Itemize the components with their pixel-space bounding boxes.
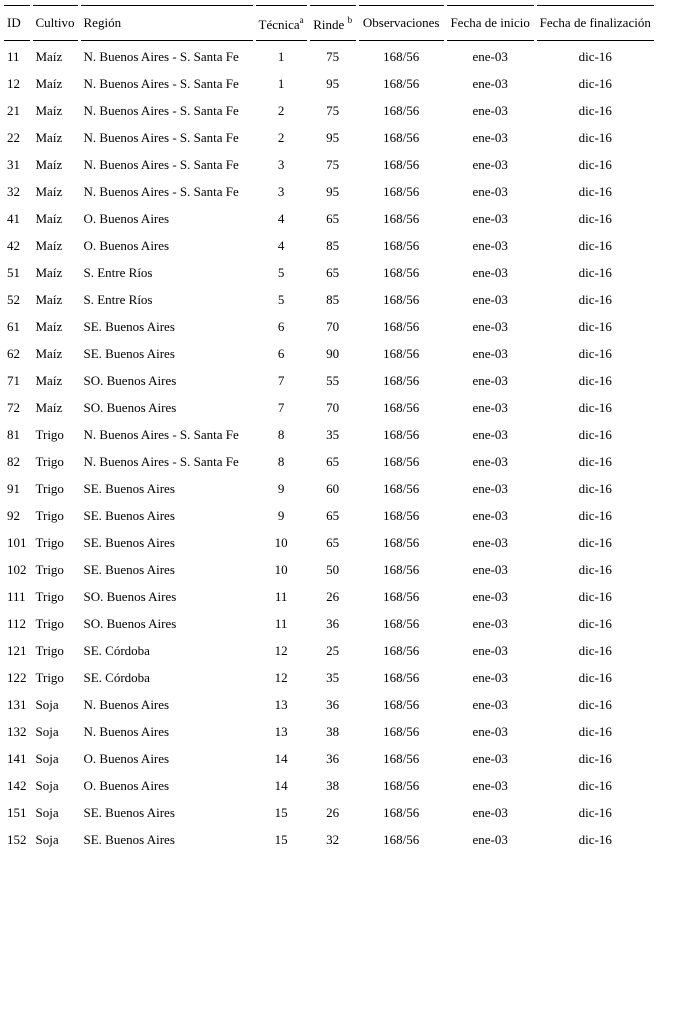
cell-fecha-inicio: ene-03 bbox=[472, 777, 508, 793]
cell-region: SE. Buenos Aires bbox=[83, 831, 175, 847]
cell-region: SE. Córdoba bbox=[83, 669, 150, 685]
cell-region: N. Buenos Aires bbox=[83, 696, 170, 712]
cell-rinde: 36 bbox=[326, 750, 340, 766]
cell-cultivo: Maíz bbox=[35, 399, 63, 415]
cell-observaciones: 168/56 bbox=[383, 777, 420, 793]
header-fecha-fin: Fecha de finalización bbox=[537, 5, 654, 41]
cell-fecha-inicio: ene-03 bbox=[472, 534, 508, 550]
cell-fecha-inicio: ene-03 bbox=[472, 804, 508, 820]
header-tecnica bbox=[256, 5, 307, 41]
cell-cultivo: Trigo bbox=[35, 453, 64, 469]
cell-cultivo: Trigo bbox=[35, 507, 64, 523]
cell-tecnica: 8 bbox=[277, 453, 285, 469]
cell-cultivo: Trigo bbox=[35, 561, 64, 577]
cell-fecha-fin: dic-16 bbox=[578, 372, 612, 388]
table-row bbox=[4, 826, 654, 853]
table-row bbox=[4, 313, 654, 340]
cell-fecha-inicio: ene-03 bbox=[472, 183, 508, 199]
table-body bbox=[4, 41, 654, 853]
cell-tecnica: 9 bbox=[277, 507, 285, 523]
cell-observaciones: 168/56 bbox=[383, 183, 420, 199]
cell-fecha-fin: dic-16 bbox=[578, 399, 612, 415]
cell-id: 151 bbox=[7, 804, 27, 820]
cell-id: 71 bbox=[7, 372, 20, 388]
cell-id: 12 bbox=[7, 75, 20, 91]
cell-id: 22 bbox=[7, 129, 20, 145]
cell-rinde: 90 bbox=[326, 345, 340, 361]
cell-fecha-inicio: ene-03 bbox=[472, 399, 508, 415]
cell-region: N. Buenos Aires - S. Santa Fe bbox=[83, 129, 239, 145]
cell-id: 82 bbox=[7, 453, 20, 469]
cell-cultivo: Maíz bbox=[35, 345, 63, 361]
cell-id: 131 bbox=[7, 696, 27, 712]
cell-id: 42 bbox=[7, 237, 20, 253]
cell-tecnica: 10 bbox=[274, 561, 288, 577]
cell-observaciones: 168/56 bbox=[383, 615, 420, 631]
cell-rinde: 38 bbox=[326, 723, 340, 739]
header-region: Región bbox=[81, 5, 253, 41]
cell-tecnica: 11 bbox=[274, 588, 288, 604]
cell-observaciones: 168/56 bbox=[383, 561, 420, 577]
cell-id: 132 bbox=[7, 723, 27, 739]
cell-id: 62 bbox=[7, 345, 20, 361]
cell-tecnica: 6 bbox=[277, 318, 285, 334]
cell-fecha-fin: dic-16 bbox=[578, 507, 612, 523]
cell-id: 92 bbox=[7, 507, 20, 523]
cell-rinde: 36 bbox=[326, 696, 340, 712]
table-row bbox=[4, 41, 654, 70]
cell-fecha-fin: dic-16 bbox=[578, 669, 612, 685]
cell-observaciones: 168/56 bbox=[383, 399, 420, 415]
table-row bbox=[4, 637, 654, 664]
cell-id: 142 bbox=[7, 777, 27, 793]
table-row bbox=[4, 556, 654, 583]
cell-fecha-inicio: ene-03 bbox=[472, 642, 508, 658]
table-row bbox=[4, 502, 654, 529]
cell-fecha-inicio: ene-03 bbox=[472, 75, 508, 91]
table-row bbox=[4, 664, 654, 691]
cell-cultivo: Trigo bbox=[35, 426, 64, 442]
cell-tecnica: 1 bbox=[277, 48, 285, 64]
cell-rinde: 70 bbox=[326, 318, 340, 334]
table-row bbox=[4, 205, 654, 232]
cell-fecha-fin: dic-16 bbox=[578, 129, 612, 145]
header-id: ID bbox=[4, 5, 30, 41]
cell-rinde: 38 bbox=[326, 777, 340, 793]
cell-cultivo: Maíz bbox=[35, 183, 63, 199]
cell-region: N. Buenos Aires - S. Santa Fe bbox=[83, 156, 239, 172]
cell-observaciones: 168/56 bbox=[383, 750, 420, 766]
table-row bbox=[4, 583, 654, 610]
cell-tecnica: 12 bbox=[274, 642, 288, 658]
table-row bbox=[4, 475, 654, 502]
cell-cultivo: Maíz bbox=[35, 237, 63, 253]
cell-observaciones: 168/56 bbox=[383, 237, 420, 253]
cell-cultivo: Soja bbox=[35, 831, 59, 847]
cell-rinde: 65 bbox=[326, 264, 340, 280]
cell-fecha-fin: dic-16 bbox=[578, 696, 612, 712]
cell-observaciones: 168/56 bbox=[383, 480, 420, 496]
cell-id: 52 bbox=[7, 291, 20, 307]
cell-fecha-inicio: ene-03 bbox=[472, 615, 508, 631]
table-row bbox=[4, 529, 654, 556]
cell-cultivo: Soja bbox=[35, 804, 59, 820]
cell-id: 121 bbox=[7, 642, 27, 658]
table-header bbox=[4, 5, 654, 41]
header-cultivo: Cultivo bbox=[33, 5, 78, 41]
cell-fecha-inicio: ene-03 bbox=[472, 372, 508, 388]
cell-id: 31 bbox=[7, 156, 20, 172]
cell-tecnica: 10 bbox=[274, 534, 288, 550]
cell-cultivo: Maíz bbox=[35, 156, 63, 172]
cell-tecnica: 3 bbox=[277, 183, 285, 199]
cell-id: 141 bbox=[7, 750, 27, 766]
cell-id: 11 bbox=[7, 48, 20, 64]
cell-observaciones: 168/56 bbox=[383, 48, 420, 64]
header-observaciones: Observaciones bbox=[359, 5, 444, 41]
cell-fecha-fin: dic-16 bbox=[578, 237, 612, 253]
cell-region: N. Buenos Aires bbox=[83, 723, 170, 739]
cell-fecha-inicio: ene-03 bbox=[472, 426, 508, 442]
cell-rinde: 35 bbox=[326, 669, 340, 685]
cell-fecha-fin: dic-16 bbox=[578, 615, 612, 631]
table-row bbox=[4, 259, 654, 286]
table-row bbox=[4, 772, 654, 799]
cell-cultivo: Soja bbox=[35, 777, 59, 793]
cell-tecnica: 3 bbox=[277, 156, 285, 172]
cell-observaciones: 168/56 bbox=[383, 372, 420, 388]
cell-observaciones: 168/56 bbox=[383, 669, 420, 685]
header-rinde-footnote-mark: b bbox=[347, 15, 353, 25]
cell-fecha-fin: dic-16 bbox=[578, 426, 612, 442]
cell-id: 41 bbox=[7, 210, 20, 226]
cell-rinde: 65 bbox=[326, 534, 340, 550]
cell-region: SE. Córdoba bbox=[83, 642, 150, 658]
cell-tecnica: 13 bbox=[274, 696, 288, 712]
cell-region: SE. Buenos Aires bbox=[83, 561, 175, 577]
cell-tecnica: 4 bbox=[277, 237, 285, 253]
cell-fecha-fin: dic-16 bbox=[578, 534, 612, 550]
cell-fecha-fin: dic-16 bbox=[578, 588, 612, 604]
cell-observaciones: 168/56 bbox=[383, 318, 420, 334]
cell-fecha-inicio: ene-03 bbox=[472, 318, 508, 334]
header-tecnica-footnote-mark: a bbox=[299, 15, 304, 25]
cell-region: N. Buenos Aires - S. Santa Fe bbox=[83, 183, 239, 199]
cell-tecnica: 5 bbox=[277, 291, 285, 307]
cell-observaciones: 168/56 bbox=[383, 345, 420, 361]
header-tecnica-label: Técnica bbox=[258, 17, 300, 32]
cell-observaciones: 168/56 bbox=[383, 804, 420, 820]
cell-fecha-fin: dic-16 bbox=[578, 75, 612, 91]
cell-fecha-inicio: ene-03 bbox=[472, 723, 508, 739]
cell-observaciones: 168/56 bbox=[383, 642, 420, 658]
cell-cultivo: Maíz bbox=[35, 291, 63, 307]
cell-rinde: 65 bbox=[326, 507, 340, 523]
cell-fecha-fin: dic-16 bbox=[578, 210, 612, 226]
cell-tecnica: 9 bbox=[277, 480, 285, 496]
cell-region: SO. Buenos Aires bbox=[83, 615, 177, 631]
cell-rinde: 75 bbox=[326, 102, 340, 118]
cell-fecha-inicio: ene-03 bbox=[472, 129, 508, 145]
cell-observaciones: 168/56 bbox=[383, 156, 420, 172]
cell-region: SE. Buenos Aires bbox=[83, 534, 175, 550]
cell-cultivo: Trigo bbox=[35, 480, 64, 496]
cell-region: SE. Buenos Aires bbox=[83, 480, 175, 496]
cell-tecnica: 4 bbox=[277, 210, 285, 226]
cell-rinde: 35 bbox=[326, 426, 340, 442]
cell-region: SE. Buenos Aires bbox=[83, 318, 175, 334]
cell-tecnica: 14 bbox=[274, 777, 288, 793]
cell-rinde: 75 bbox=[326, 48, 340, 64]
cell-fecha-fin: dic-16 bbox=[578, 750, 612, 766]
cell-observaciones: 168/56 bbox=[383, 534, 420, 550]
cell-rinde: 50 bbox=[326, 561, 340, 577]
cell-fecha-fin: dic-16 bbox=[578, 345, 612, 361]
cell-cultivo: Trigo bbox=[35, 615, 64, 631]
cell-rinde: 26 bbox=[326, 588, 340, 604]
cell-fecha-inicio: ene-03 bbox=[472, 453, 508, 469]
table-row bbox=[4, 394, 654, 421]
cell-rinde: 65 bbox=[326, 210, 340, 226]
cell-id: 72 bbox=[7, 399, 20, 415]
cell-cultivo: Maíz bbox=[35, 372, 63, 388]
cell-fecha-inicio: ene-03 bbox=[472, 561, 508, 577]
cell-tecnica: 7 bbox=[277, 399, 285, 415]
cell-tecnica: 8 bbox=[277, 426, 285, 442]
cell-fecha-inicio: ene-03 bbox=[472, 345, 508, 361]
cell-id: 112 bbox=[7, 615, 27, 631]
cell-observaciones: 168/56 bbox=[383, 696, 420, 712]
cell-rinde: 25 bbox=[326, 642, 340, 658]
cell-rinde: 65 bbox=[326, 453, 340, 469]
cell-fecha-inicio: ene-03 bbox=[472, 669, 508, 685]
cell-tecnica: 13 bbox=[274, 723, 288, 739]
cell-observaciones: 168/56 bbox=[383, 75, 420, 91]
cell-fecha-fin: dic-16 bbox=[578, 102, 612, 118]
cell-id: 122 bbox=[7, 669, 27, 685]
cell-fecha-inicio: ene-03 bbox=[472, 507, 508, 523]
cell-cultivo: Maíz bbox=[35, 210, 63, 226]
cell-fecha-inicio: ene-03 bbox=[472, 831, 508, 847]
table-row bbox=[4, 367, 654, 394]
cell-observaciones: 168/56 bbox=[383, 129, 420, 145]
header-row bbox=[4, 5, 654, 41]
cell-fecha-fin: dic-16 bbox=[578, 453, 612, 469]
cell-fecha-inicio: ene-03 bbox=[472, 156, 508, 172]
cell-fecha-fin: dic-16 bbox=[578, 48, 612, 64]
cell-region: SE. Buenos Aires bbox=[83, 507, 175, 523]
table-row bbox=[4, 718, 654, 745]
cell-rinde: 95 bbox=[326, 75, 340, 91]
cell-id: 21 bbox=[7, 102, 20, 118]
cell-tecnica: 14 bbox=[274, 750, 288, 766]
cell-fecha-inicio: ene-03 bbox=[472, 750, 508, 766]
cell-id: 32 bbox=[7, 183, 20, 199]
table-row bbox=[4, 178, 654, 205]
cell-rinde: 95 bbox=[326, 183, 340, 199]
cell-observaciones: 168/56 bbox=[383, 723, 420, 739]
table-row bbox=[4, 286, 654, 313]
table-row bbox=[4, 421, 654, 448]
cell-rinde: 32 bbox=[326, 831, 340, 847]
cell-fecha-inicio: ene-03 bbox=[472, 264, 508, 280]
cell-fecha-inicio: ene-03 bbox=[472, 480, 508, 496]
cell-fecha-fin: dic-16 bbox=[578, 561, 612, 577]
cell-region: SO. Buenos Aires bbox=[83, 399, 177, 415]
cell-cultivo: Soja bbox=[35, 696, 59, 712]
cell-rinde: 36 bbox=[326, 615, 340, 631]
cell-cultivo: Trigo bbox=[35, 534, 64, 550]
cell-cultivo: Maíz bbox=[35, 264, 63, 280]
table-row bbox=[4, 97, 654, 124]
cell-rinde: 85 bbox=[326, 291, 340, 307]
cell-tecnica: 11 bbox=[274, 615, 288, 631]
cell-fecha-fin: dic-16 bbox=[578, 804, 612, 820]
cell-tecnica: 2 bbox=[277, 102, 285, 118]
cell-region: S. Entre Ríos bbox=[83, 291, 153, 307]
cell-cultivo: Soja bbox=[35, 750, 59, 766]
cell-fecha-fin: dic-16 bbox=[578, 723, 612, 739]
cell-rinde: 70 bbox=[326, 399, 340, 415]
cell-cultivo: Trigo bbox=[35, 669, 64, 685]
table-row bbox=[4, 232, 654, 259]
crop-table bbox=[1, 5, 657, 853]
cell-fecha-fin: dic-16 bbox=[578, 318, 612, 334]
cell-tecnica: 6 bbox=[277, 345, 285, 361]
cell-cultivo: Maíz bbox=[35, 102, 63, 118]
cell-fecha-inicio: ene-03 bbox=[472, 237, 508, 253]
cell-observaciones: 168/56 bbox=[383, 588, 420, 604]
cell-cultivo: Maíz bbox=[35, 48, 63, 64]
cell-id: 152 bbox=[7, 831, 27, 847]
cell-tecnica: 15 bbox=[274, 804, 288, 820]
cell-fecha-inicio: ene-03 bbox=[472, 696, 508, 712]
cell-cultivo: Trigo bbox=[35, 588, 64, 604]
cell-region: O. Buenos Aires bbox=[83, 777, 170, 793]
cell-fecha-inicio: ene-03 bbox=[472, 588, 508, 604]
cell-fecha-fin: dic-16 bbox=[578, 183, 612, 199]
cell-tecnica: 2 bbox=[277, 129, 285, 145]
cell-region: N. Buenos Aires - S. Santa Fe bbox=[83, 453, 239, 469]
cell-id: 102 bbox=[7, 561, 27, 577]
cell-fecha-fin: dic-16 bbox=[578, 480, 612, 496]
cell-cultivo: Maíz bbox=[35, 318, 63, 334]
cell-observaciones: 168/56 bbox=[383, 453, 420, 469]
cell-rinde: 60 bbox=[326, 480, 340, 496]
cell-fecha-fin: dic-16 bbox=[578, 777, 612, 793]
cell-cultivo: Trigo bbox=[35, 642, 64, 658]
cell-tecnica: 5 bbox=[277, 264, 285, 280]
cell-id: 51 bbox=[7, 264, 20, 280]
header-fecha-inicio: Fecha de inicio bbox=[447, 5, 534, 41]
cell-rinde: 75 bbox=[326, 156, 340, 172]
cell-region: SE. Buenos Aires bbox=[83, 345, 175, 361]
header-rinde-label: Rinde bbox=[313, 17, 345, 32]
cell-id: 81 bbox=[7, 426, 20, 442]
cell-fecha-fin: dic-16 bbox=[578, 264, 612, 280]
cell-fecha-fin: dic-16 bbox=[578, 831, 612, 847]
table-row bbox=[4, 151, 654, 178]
table-row bbox=[4, 70, 654, 97]
cell-tecnica: 1 bbox=[277, 75, 285, 91]
cell-observaciones: 168/56 bbox=[383, 264, 420, 280]
cell-observaciones: 168/56 bbox=[383, 102, 420, 118]
cell-fecha-fin: dic-16 bbox=[578, 156, 612, 172]
cell-region: O. Buenos Aires bbox=[83, 750, 170, 766]
table-row bbox=[4, 610, 654, 637]
cell-region: N. Buenos Aires - S. Santa Fe bbox=[83, 426, 239, 442]
cell-cultivo: Maíz bbox=[35, 75, 63, 91]
cell-rinde: 55 bbox=[326, 372, 340, 388]
cell-observaciones: 168/56 bbox=[383, 507, 420, 523]
cell-tecnica: 12 bbox=[274, 669, 288, 685]
cell-cultivo: Soja bbox=[35, 723, 59, 739]
cell-region: N. Buenos Aires - S. Santa Fe bbox=[83, 75, 239, 91]
cell-region: O. Buenos Aires bbox=[83, 237, 170, 253]
cell-fecha-inicio: ene-03 bbox=[472, 210, 508, 226]
cell-region: N. Buenos Aires - S. Santa Fe bbox=[83, 48, 239, 64]
cell-id: 111 bbox=[7, 588, 26, 604]
cell-region: SO. Buenos Aires bbox=[83, 372, 177, 388]
cell-cultivo: Maíz bbox=[35, 129, 63, 145]
cell-observaciones: 168/56 bbox=[383, 210, 420, 226]
table-row bbox=[4, 745, 654, 772]
cell-observaciones: 168/56 bbox=[383, 831, 420, 847]
table-row bbox=[4, 691, 654, 718]
cell-fecha-fin: dic-16 bbox=[578, 642, 612, 658]
table-row bbox=[4, 124, 654, 151]
cell-region: SO. Buenos Aires bbox=[83, 588, 177, 604]
cell-tecnica: 7 bbox=[277, 372, 285, 388]
table-row bbox=[4, 448, 654, 475]
cell-id: 101 bbox=[7, 534, 27, 550]
cell-id: 61 bbox=[7, 318, 20, 334]
table-row bbox=[4, 340, 654, 367]
cell-fecha-inicio: ene-03 bbox=[472, 102, 508, 118]
header-rinde bbox=[310, 5, 356, 41]
cell-tecnica: 15 bbox=[274, 831, 288, 847]
cell-id: 91 bbox=[7, 480, 20, 496]
cell-region: O. Buenos Aires bbox=[83, 210, 170, 226]
cell-region: SE. Buenos Aires bbox=[83, 804, 175, 820]
cell-region: N. Buenos Aires - S. Santa Fe bbox=[83, 102, 239, 118]
cell-region: S. Entre Ríos bbox=[83, 264, 153, 280]
cell-fecha-fin: dic-16 bbox=[578, 291, 612, 307]
cell-fecha-inicio: ene-03 bbox=[472, 48, 508, 64]
cell-rinde: 26 bbox=[326, 804, 340, 820]
cell-observaciones: 168/56 bbox=[383, 426, 420, 442]
cell-fecha-inicio: ene-03 bbox=[472, 291, 508, 307]
cell-rinde: 95 bbox=[326, 129, 340, 145]
cell-observaciones: 168/56 bbox=[383, 291, 420, 307]
table-row bbox=[4, 799, 654, 826]
cell-rinde: 85 bbox=[326, 237, 340, 253]
